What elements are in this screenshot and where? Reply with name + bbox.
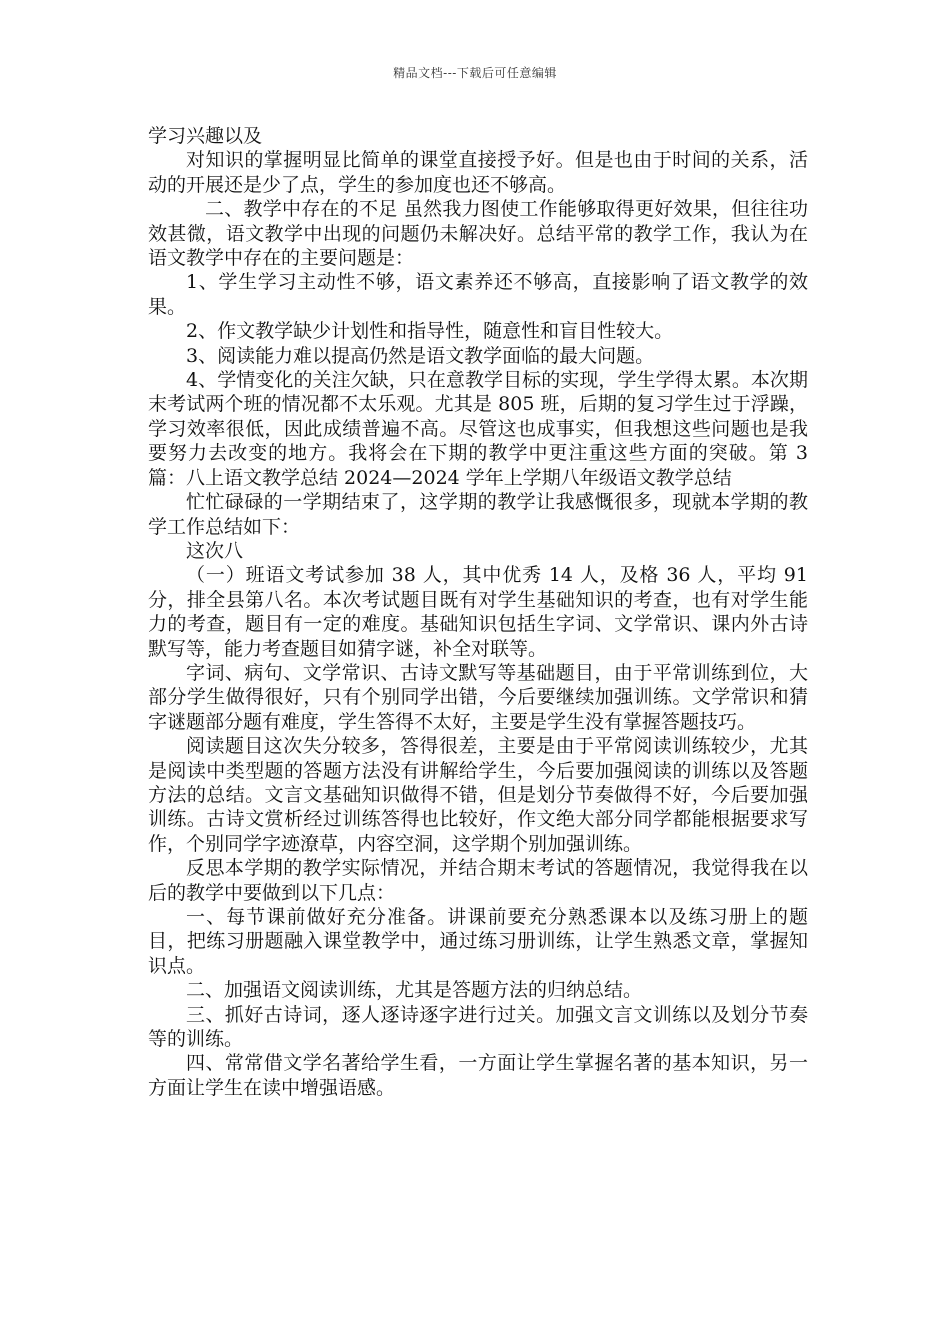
paragraph: 反思本学期的教学实际情况，并结合期末考试的答题情况，我觉得我在以后的教学中要做到以下几点：: [148, 857, 808, 904]
list-item: 四、常常借文学名著给学生看，一方面让学生掌握名著的基本知识，另一方面让学生在读中增强语感。: [148, 1052, 808, 1099]
list-item: 4、学情变化的关注欠缺，只在意教学目标的实现，学生学得太累。本次期末考试两个班的情况都不太乐观。尤其是 805 班，后期的复习学生过于浮躁，学习效率很低，因此成绩普遍不高。尽管这也成事实，但我想这些问题也是我要努力去改变的地方。我将会在下期的教学中更注重这些方面的突破。第 3 篇：八上语文教学总结 2024—2024 学年上学期八年级语文教学总结: [148, 369, 808, 489]
paragraph: （一）班语文考试参加 38 人，其中优秀 14 人，及格 36 人，平均 91 分，排全县第八名。本次考试题目既有对学生基础知识的考查，也有对学生能力的考查，题目有一定的难度。基础知识包括生字词、文学常识、课内外古诗默写等，能力考查题目如猜字谜，补全对联等。: [148, 564, 808, 660]
list-item: 三、抓好古诗词，逐人逐诗逐字进行过关。加强文言文训练以及划分节奏等的训练。: [148, 1003, 808, 1051]
paragraph: 对知识的掌握明显比简单的课堂直接授予好。但是也由于时间的关系，活动的开展还是少了点，学生的参加度也还不够高。: [148, 149, 808, 196]
document-body: [148, 124, 808, 1100]
paragraph: 忙忙碌碌的一学期结束了，这学期的教学让我感慨很多，现就本学期的教学工作总结如下：: [148, 491, 808, 538]
list-item: 二、加强语文阅读训练，尤其是答题方法的归纳总结。: [186, 979, 643, 1002]
list-item: 2、作文教学缺少计划性和指导性，随意性和盲目性较大。: [186, 320, 674, 343]
list-item: 一、每节课前做好充分准备。讲课前要充分熟悉课本以及练习册上的题目，把练习册题融入课堂教学中，通过练习册训练，让学生熟悉文章，掌握知识点。: [148, 906, 808, 977]
list-item: 3、阅读能力难以提高仍然是语文教学面临的最大问题。: [186, 344, 655, 367]
list-item: 1、学生学习主动性不够，语文素养还不够高，直接影响了语文教学的效果。: [148, 271, 808, 318]
paragraph: 阅读题目这次失分较多，答得很差，主要是由于平常阅读训练较少，尤其是阅读中类型题的答题方法没有讲解给学生，今后要加强阅读的训练以及答题方法的总结。文言文基础知识做得不错，但是划分节奏做得不好，今后要加强训练。古诗文赏析经过训练答得也比较好，作文绝大部分同学都能根据要求写作，个别同学字迹潦草，内容空洞，这学期个别加强训练。: [148, 735, 808, 855]
paragraph: 学习兴趣以及: [148, 125, 263, 147]
paragraph: 字词、病句、文学常识、古诗文默写等基础题目，由于平常训练到位，大部分学生做得很好，只有个别同学出错，今后要继续加强训练。文学常识和猜字谜题部分题有难度，学生答得不太好，主要是学生没有掌握答题技巧。: [148, 661, 808, 733]
page-header: 精品文档---下载后可任意编辑: [393, 66, 557, 80]
paragraph: 这次八: [186, 539, 244, 562]
section-heading-paragraph: 二、教学中存在的不足 虽然我力图使工作能够取得更好效果，但往往功效甚微，语文教学中出现的问题仍未解决好。总结平常的教学工作，我认为在语文教学中存在的主要问题是：: [148, 198, 808, 270]
